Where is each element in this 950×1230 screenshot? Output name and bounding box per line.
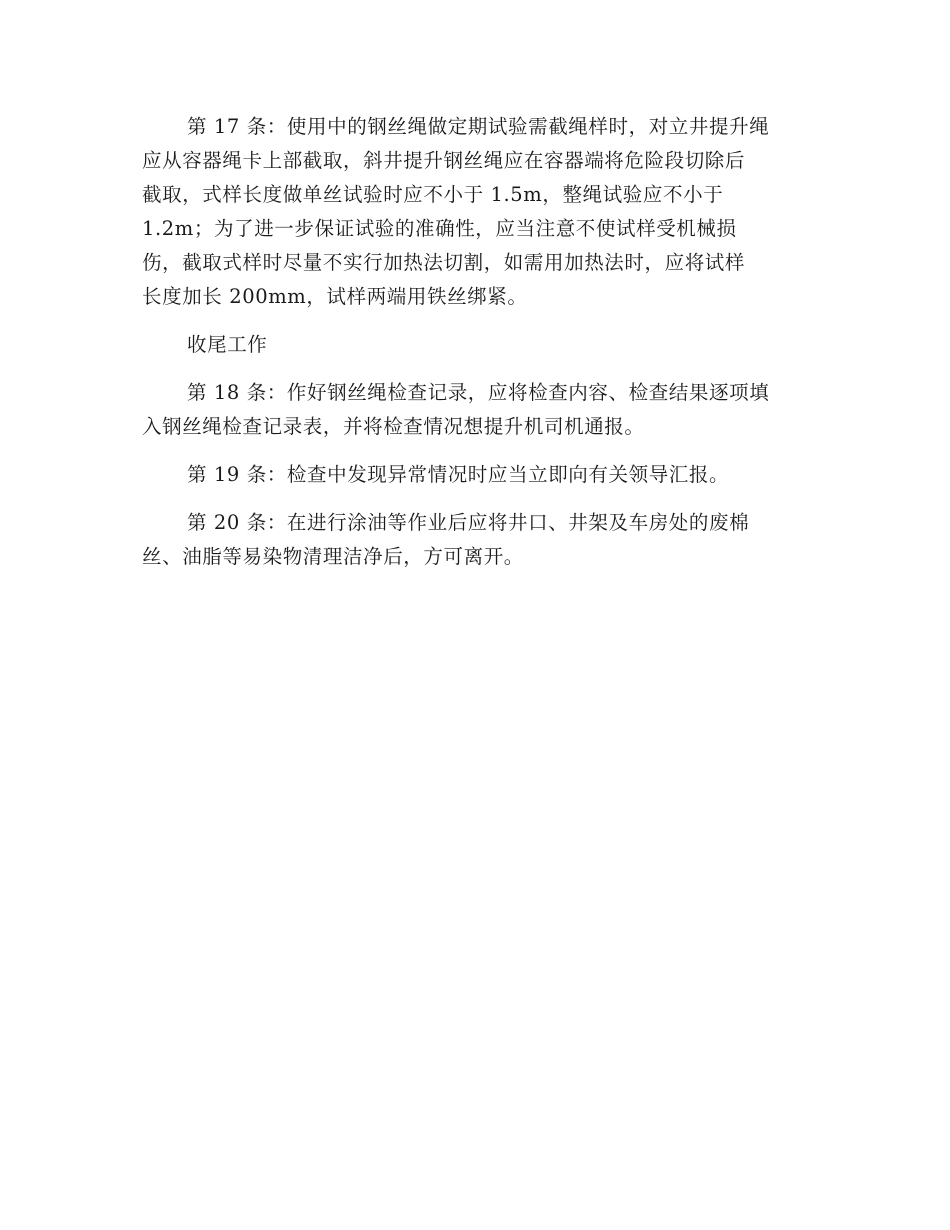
section-heading-paragraph	[142, 328, 810, 362]
article-17-line-3: 截取，式样长度做单丝试验时应不小于 1.5m，整绳试验应不小于	[142, 183, 724, 206]
article-17-paragraph	[142, 110, 810, 314]
article-17-line-2: 应从容器绳卡上部截取，斜井提升钢丝绳应在容器端将危险段切除后	[142, 149, 746, 172]
article-18-paragraph	[142, 376, 810, 444]
article-20-line-2: 丝、油脂等易染物清理洁净后，方可离开。	[142, 545, 524, 568]
article-17-line-4: 1.2m；为了进一步保证试验的准确性，应当注意不使试样受机械损	[142, 217, 737, 240]
article-18-line-2: 入钢丝绳检查记录表，并将检查情况想提升机司机通报。	[142, 415, 645, 438]
article-19-paragraph	[142, 458, 810, 492]
article-17-line-5: 伤，截取式样时尽量不实行加热法切割，如需用加热法时，应将试样	[142, 251, 746, 274]
section-heading: 收尾工作	[187, 333, 268, 356]
article-17-line-6: 长度加长 200mm，试样两端用铁丝绑紧。	[142, 285, 528, 308]
article-19-line-1: 第 19 条：检查中发现异常情况时应当立即向有关领导汇报。	[187, 463, 730, 486]
article-20-line-1: 第 20 条：在进行涂油等作业后应将井口、井架及车房处的废棉	[187, 511, 750, 534]
document-body	[142, 110, 810, 588]
article-18-line-1: 第 18 条：作好钢丝绳检查记录，应将检查内容、检查结果逐项填	[187, 381, 770, 404]
article-17-line-1: 第 17 条：使用中的钢丝绳做定期试验需截绳样时，对立井提升绳	[187, 115, 770, 138]
article-20-paragraph	[142, 506, 810, 574]
